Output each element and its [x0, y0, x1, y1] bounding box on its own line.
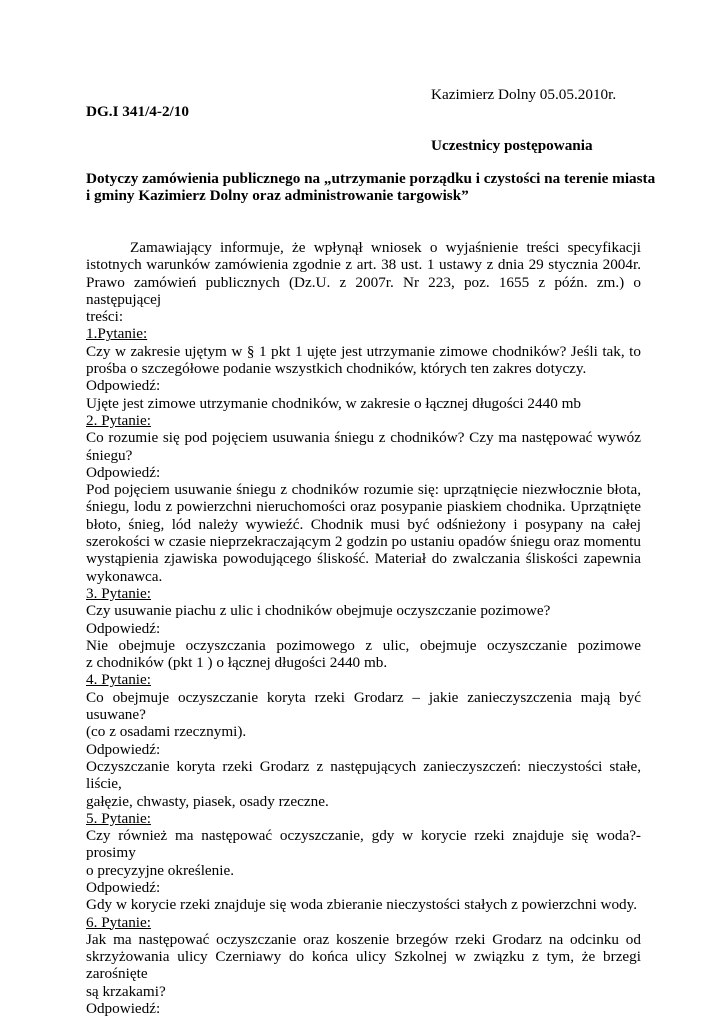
qa-item	[86, 585, 641, 671]
question-text: Czy również ma następować oczyszczanie, gdy w korycie rzeki znajduje się woda?- prosimy	[86, 827, 641, 862]
intro-line: istotnych warunków zamówienia zgodnie z art. 38 ust. 1 ustawy z dnia 29 stycznia 2004r.	[86, 256, 641, 274]
answer-text: Pod pojęciem usuwanie śniegu z chodników rozumie się: uprzątnięcie niezwłocznie błota,	[86, 481, 641, 499]
place-date: Kazimierz Dolny 05.05.2010r.	[431, 86, 617, 103]
answer-text: wykonawca.	[86, 567, 163, 585]
qa-item	[86, 914, 641, 1018]
answer-text: Oczyszczanie koryta rzeki Grodarz z następujących zanieczyszczeń: nieczystości stałe, liście,	[86, 757, 641, 793]
question-text: Czy w zakresie ujętym w § 1 pkt 1 ujęte jest utrzymanie zimowe chodników? Jeśli tak, to	[86, 342, 641, 360]
answer-text: błoto, śnieg, lód należy wywieźć. Chodnik musi być odśnieżony i posypany na całej	[86, 515, 641, 533]
answer-text: szerokości w czasie nieprzekraczającym 2 godzin po ustaniu opadów śniegu oraz momentu	[86, 533, 641, 551]
question-text: (co z osadami rzecznymi).	[86, 723, 247, 741]
question-label: 2. Pytanie:	[86, 411, 151, 429]
reference-number: DG.I 341/4-2/10	[86, 103, 189, 120]
answer-label: Odpowiedź:	[86, 1000, 161, 1018]
intro-paragraph	[86, 239, 641, 325]
intro-line: Prawo zamówień publicznych (Dz.U. z 2007r. Nr 223, poz. 1655 z późn. zm.) o następującej	[86, 273, 641, 308]
question-text: są krzakami?	[86, 982, 166, 1000]
answer-text: gałęzie, chwasty, piasek, osady rzeczne.	[86, 792, 329, 810]
qa-item	[86, 671, 641, 809]
intro-line: Zamawiający informuje, że wpłynął wniosek o wyjaśnienie treści specyfikacji	[130, 239, 641, 256]
qa-item	[86, 810, 641, 914]
question-text: śniegu?	[86, 446, 133, 464]
intro-line: treści:	[86, 308, 124, 326]
answer-label: Odpowiedź:	[86, 619, 161, 637]
answer-text: Ujęte jest zimowe utrzymanie chodników, w zakresie o łącznej długości 2440 mb	[86, 394, 581, 412]
question-text: Czy usuwanie piachu z ulic i chodników obejmuje oczyszczanie pozimowe?	[86, 602, 551, 620]
qa-list	[86, 325, 641, 1017]
question-label: 6. Pytanie:	[86, 913, 151, 931]
answer-label: Odpowiedź:	[86, 740, 161, 758]
question-label: 4. Pytanie:	[86, 671, 151, 689]
subject-line: Dotyczy zamówienia publicznego na „utrzymanie porządku i czystości na terenie miasta	[86, 170, 656, 187]
question-text: prośba o szczegółowe podanie wszystkich chodników, których ten zakres dotyczy.	[86, 360, 587, 378]
qa-item	[86, 325, 641, 411]
qa-item	[86, 412, 641, 585]
answer-label: Odpowiedź:	[86, 377, 161, 395]
answer-text: wystąpienia zjawiska powodującego śliskość. Materiał do zwalczania śliskości zapewnia	[86, 550, 641, 568]
question-label: 1.Pytanie:	[86, 325, 148, 343]
question-label: 5. Pytanie:	[86, 809, 151, 827]
addressee: Uczestnicy postępowania	[431, 137, 593, 154]
question-text: Co obejmuje oczyszczanie koryta rzeki Grodarz – jakie zanieczyszczenia mają być usuwane?	[86, 688, 641, 724]
answer-text: z chodników (pkt 1 ) o łącznej długości 2440 mb.	[86, 654, 388, 672]
answer-text: Gdy w korycie rzeki znajduje się woda zbieranie nieczystości stałych z powierzchni wody.	[86, 896, 638, 914]
subject-line: i gminy Kazimierz Dolny oraz administrowanie targowisk”	[86, 187, 469, 205]
answer-text: śniegu, lodu z powierzchni nieruchomości oraz posypanie piaskiem chodnika. Uprzątnięte	[86, 498, 641, 516]
answer-label: Odpowiedź:	[86, 463, 161, 481]
question-label: 3. Pytanie:	[86, 584, 151, 602]
answer-label: Odpowiedź:	[86, 878, 161, 896]
question-text: Co rozumie się pod pojęciem usuwania śniegu z chodników? Czy ma następować wywóz	[86, 429, 641, 447]
question-text: o precyzyjne określenie.	[86, 861, 235, 879]
question-text: skrzyżowania ulicy Czerniawy do końca ulicy Szkolnej w związku z tym, że brzegi zarośnięte	[86, 948, 641, 983]
subject	[86, 170, 656, 205]
document-body	[86, 239, 641, 1017]
answer-text: Nie obejmuje oczyszczania pozimowego z ulic, obejmuje oczyszczanie pozimowe	[86, 636, 641, 654]
question-text: Jak ma następować oczyszczanie oraz koszenie brzegów rzeki Grodarz na odcinku od	[86, 930, 641, 948]
